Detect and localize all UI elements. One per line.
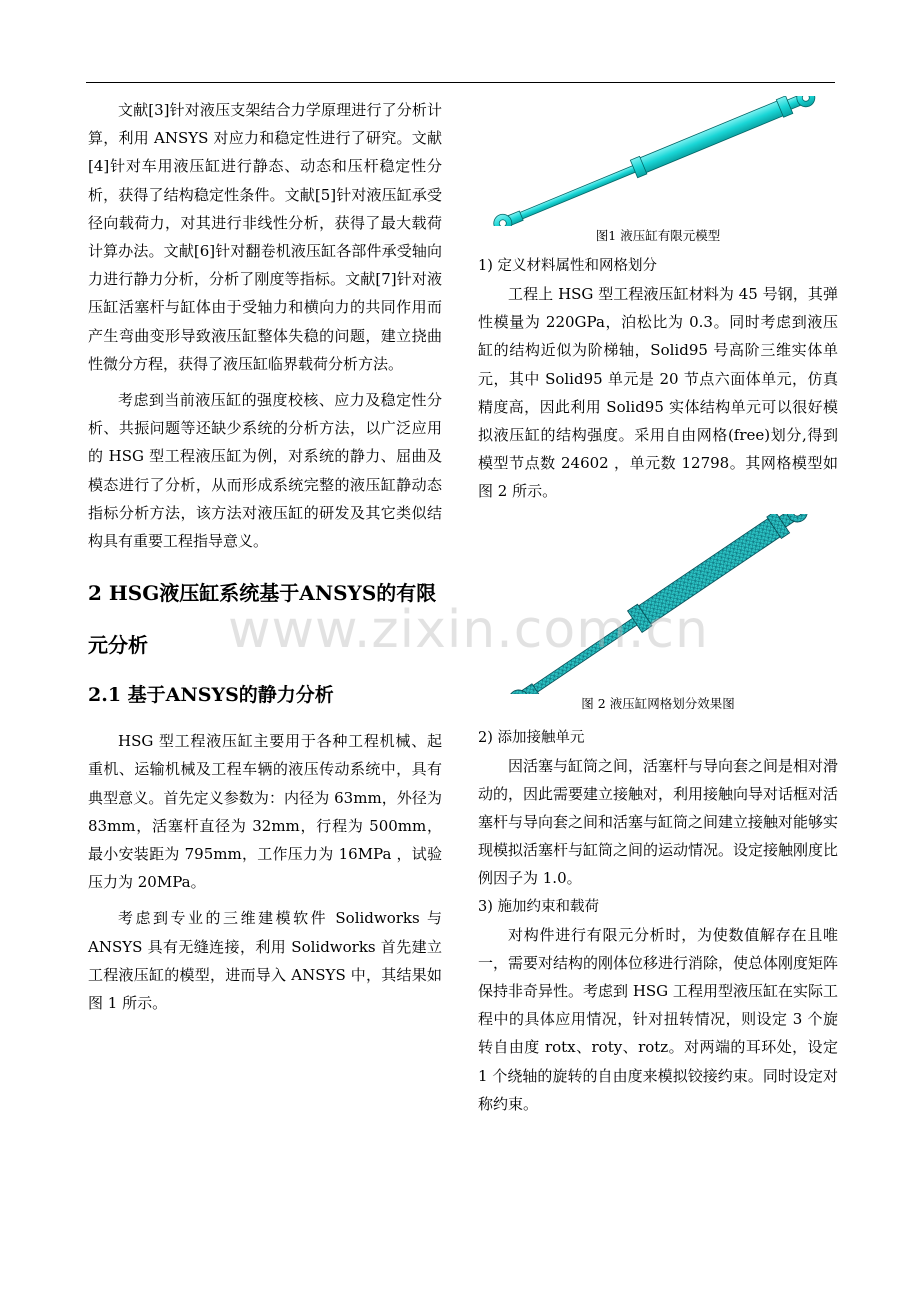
paragraph-solidworks: 考虑到专业的三维建模软件 Solidworks 与 ANSYS 具有无缝连接，利用 Solidworks 首先建立工程液压缸的模型，进而导入 ANSYS 中，其结果如图 1 所示。 <box>88 909 442 1013</box>
paragraph-material: 工程上 HSG 型工程液压缸材料为 45 号钢，其弹性模量为 220GPa，泊松比为 0.3。同时考虑到液压缸的结构近似为阶梯轴，Solid95 号高阶三维实体单元，其中 Solid95 单元是 20 节点六面体单元，仿真精度高，因此利用 Solid95 实体结构单元可以很好模拟液压缸的结构强度。采用自由网格(free)划分,得到模型节点数 24602 ，单元数 12798。其网格模型如图 2 所示。 <box>478 285 838 501</box>
figure-1-cylinder-model <box>478 96 838 226</box>
section-2-1-heading: 2.1 基于ANSYS的静力分析 <box>88 684 334 707</box>
paragraph-motivation: 考虑到当前液压缸的强度校核、应力及稳定性分析、共振问题等还缺少系统的分析方法，以广泛应用的 HSG 型工程液压缸为例，对系统的静力、屈曲及模态进行了分析，从而形成系统完整的液压缸静动态指标分析方法，该方法对液压缸的研发及其它类似结构具有重要工程指导意义。 <box>88 391 442 551</box>
list-item-constraints: 3) 施加约束和载荷 <box>478 898 599 915</box>
watermark: www.zixin.com.cn <box>228 600 709 660</box>
figure-2-caption: 图 2 液压缸网格划分效果图 <box>581 695 735 711</box>
paragraph-references: 文献[3]针对液压支架结合力学原理进行了分析计算，利用 ANSYS 对应力和稳定性进行了研究。文献[4]针对车用液压缸进行静态、动态和压杆稳定性分析，获得了结构稳定性条件。文献[5]针对液压缸承受径向载荷力，对其进行非线性分析，获得了最大载荷计算办法。文献[6]针对翻卷机液压缸各部件承受轴向力进行静力分析，分析了刚度等指标。文献[7]针对液压缸活塞杆与缸体由于受轴力和横向力的共同作用而产生弯曲变形导致液压缸整体失稳的问题，建立挠曲性微分方程，获得了液压缸临界载荷分析方法。 <box>88 101 442 373</box>
section-2-heading-line1: 2 HSG液压缸系统基于ANSYS的有限 <box>88 581 437 606</box>
paragraph-contact: 因活塞与缸筒之间，活塞杆与导向套之间是相对滑动的，因此需要建立接触对，利用接触向导对话框对活塞杆与导向套之间和活塞与缸筒之间建立接触对能够实现模拟活塞杆与缸筒之间的运动情况。设定接触刚度比例因子为 1.0。 <box>478 756 839 888</box>
figure-1-caption: 图1 液压缸有限元模型 <box>595 228 721 243</box>
list-item-material: 1) 定义材料属性和网格划分 <box>478 258 657 274</box>
list-item-contact: 2) 添加接触单元 <box>478 729 585 746</box>
paragraph-constraints: 对构件进行有限元分析时，为使数值解存在且唯一，需要对结构的刚体位移进行消除，使总体刚度矩阵保持非奇异性。考虑到 HSG 工程用型液压缸在实际工程中的具体应用情况，针对扭转情况，则设定 3 个旋转自由度 rotx、roty、rotz。对两端的耳环处，设定 1 个绕轴的旋转的自由度来模拟铰接约束。同时设定对称约束。 <box>478 925 839 1113</box>
section-2-heading-line2: 元分析 <box>88 633 148 658</box>
header-rule <box>86 82 835 83</box>
paragraph-parameters: HSG 型工程液压缸主要用于各种工程机械、起重机、运输机械及工程车辆的液压传动系统中，具有典型意义。首先定义参数为：内径为 63mm，外径为 83mm，活塞杆直径为 32mm，行程为 500mm，最小安装距为 795mm，工作压力为 16MPa ，试验压力为 20MPa。 <box>88 732 442 892</box>
left-column <box>88 96 442 1017</box>
